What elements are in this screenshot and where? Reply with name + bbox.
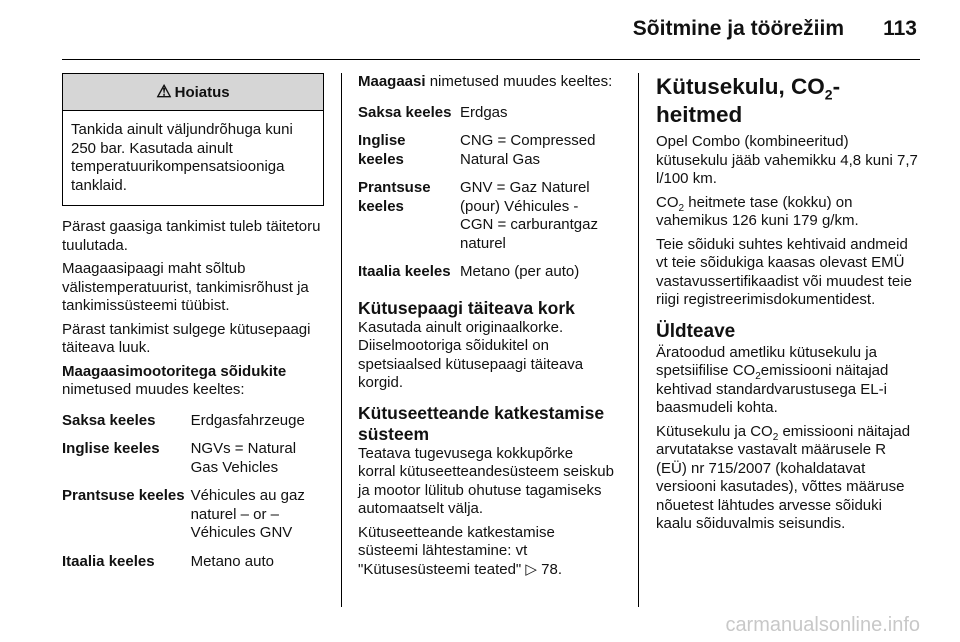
paragraph-text: nimetused muudes keeltes: bbox=[62, 381, 245, 398]
paragraph bbox=[358, 524, 614, 580]
warning-text: Tankida ainult väljundrõhuga kuni 250 bar. Kasutada ainult temperatuurikompensatsiooniga tanklaid. bbox=[71, 121, 293, 194]
header-rule bbox=[62, 59, 920, 60]
paragraph: Pärast tankimist sulgege kütusepaagi täiteava luuk. bbox=[62, 320, 311, 356]
term-value: GNV = Gaz Naturel (pour) Véhicules - CGN = carburantgaz naturel bbox=[460, 179, 598, 252]
term-value: Véhicules au gaz naturel – or – Véhicules GNV bbox=[190, 487, 305, 541]
table-row bbox=[62, 487, 324, 553]
section-heading: Kütuseetteande katkestamise süsteem bbox=[358, 402, 605, 444]
section-heading: Kütusepaagi täiteava kork bbox=[358, 297, 575, 318]
paragraph: Maagaasipaagi maht sõltub välistemperatuurist, tankimisrõhust ja tankimissüsteemi tüübist. bbox=[62, 260, 309, 314]
page-reference: 78. bbox=[541, 560, 562, 578]
warning-title: Hoiatus bbox=[174, 84, 230, 101]
paragraph: Teatava tugevusega kokkupõrke korral kütuseetteandesüsteem seiskub ja mootor lülitub ohutuse tagamiseks automaatselt välja. bbox=[358, 444, 614, 517]
paragraph-text: nimetused muudes keeltes: bbox=[429, 73, 613, 90]
paragraph: Pärast gaasiga tankimist tuleb täitetoru tuulutada. bbox=[62, 218, 321, 254]
term-value: Erdgasfahrzeuge bbox=[190, 411, 305, 429]
page-section-title: Kütusekulu, $CO_2$-heitmed bbox=[656, 74, 841, 127]
term-language: Prantsuse keeles bbox=[62, 487, 185, 504]
term-language: Itaalia keeles bbox=[62, 552, 155, 570]
watermark: carmanualsonline.info bbox=[725, 614, 920, 636]
terms-table bbox=[62, 412, 324, 582]
term-value: NGVs = Natural Gas Vehicles bbox=[190, 440, 297, 476]
table-row bbox=[62, 440, 324, 487]
term-language: Itaalia keeles bbox=[358, 263, 451, 280]
bold-term: Maagaasi bbox=[358, 73, 426, 90]
paragraph bbox=[358, 73, 614, 92]
paragraph: $CO_2$ heitmete tase (kokku) on vahemikus 126 kuni 179 g/km. bbox=[656, 193, 859, 229]
paragraph-text: Kütuseetteande katkestamise süsteemi lähtestamine: vt "Kütusesüsteemi teated" bbox=[358, 523, 555, 578]
column-middle bbox=[358, 73, 614, 584]
term-value: Metano (per auto) bbox=[460, 263, 580, 280]
term-value: Metano auto bbox=[190, 552, 274, 570]
term-language: Saksa keeles bbox=[358, 103, 452, 121]
table-row bbox=[358, 104, 614, 133]
column-divider bbox=[341, 73, 342, 607]
paragraph: Äratoodud ametliku kütusekulu ja spetsiifilise $CO_2emissiooni$ näitajad kehtivad standardvarustusega EL-i baasmudeli kohta. bbox=[656, 343, 889, 416]
table-row bbox=[358, 179, 614, 263]
section-heading: Üldteave bbox=[656, 320, 736, 342]
paragraph: Opel Combo (kombineeritud) kütusekulu jääb vahemikku 4,8 kuni 7,7 l/100 km. bbox=[656, 133, 918, 187]
table-row bbox=[62, 553, 324, 582]
paragraph bbox=[62, 363, 324, 400]
page-reference-arrow-icon: ▷ bbox=[525, 560, 537, 578]
paragraph: Teie sõiduki suhtes kehtivaid andmeid vt teie sõidukiga kaasas olevast EMÜ vastavussertifikaadist või muudest teie riigi registreerimisdokumentidest. bbox=[656, 235, 912, 308]
page-number: 113 bbox=[883, 17, 917, 40]
warning-header bbox=[63, 74, 323, 111]
term-language: Prantsuse keeles bbox=[358, 179, 431, 215]
paragraph: Kasutada ainult originaalkorke. Diiselmootoriga sõidukitel on spetsiaalsed kütusepaagi täiteava korgid. bbox=[358, 318, 584, 391]
term-value: CNG = Compressed Natural Gas bbox=[460, 132, 596, 168]
terms-table bbox=[358, 104, 614, 292]
table-row bbox=[358, 132, 614, 179]
bold-term: Maagaasimootoritega sõidukite bbox=[62, 362, 287, 380]
term-language: Inglise keeles bbox=[358, 132, 406, 168]
paragraph: Kütusekulu ja $CO_2$ emissiooni näitajad arvutatakse vastavalt määrusele R (EÜ) nr 715/2007 (kohaldatavat versiooni kasutades), võttes määruse nõuetest lähtudes arvesse sõiduki kaalu sõiduvalmis seisundis. bbox=[656, 422, 911, 532]
term-language: Saksa keeles bbox=[62, 411, 156, 429]
warning-box bbox=[62, 73, 324, 206]
header-title: Sõitmine ja töörežiim bbox=[632, 17, 844, 40]
column-left bbox=[62, 73, 324, 585]
term-value: Erdgas bbox=[460, 103, 508, 121]
column-divider bbox=[638, 73, 639, 607]
column-right bbox=[656, 73, 920, 539]
table-row bbox=[358, 263, 614, 292]
term-language: Inglise keeles bbox=[62, 440, 160, 457]
warning-triangle-icon: ⚠ bbox=[156, 82, 172, 101]
table-row bbox=[62, 412, 324, 441]
